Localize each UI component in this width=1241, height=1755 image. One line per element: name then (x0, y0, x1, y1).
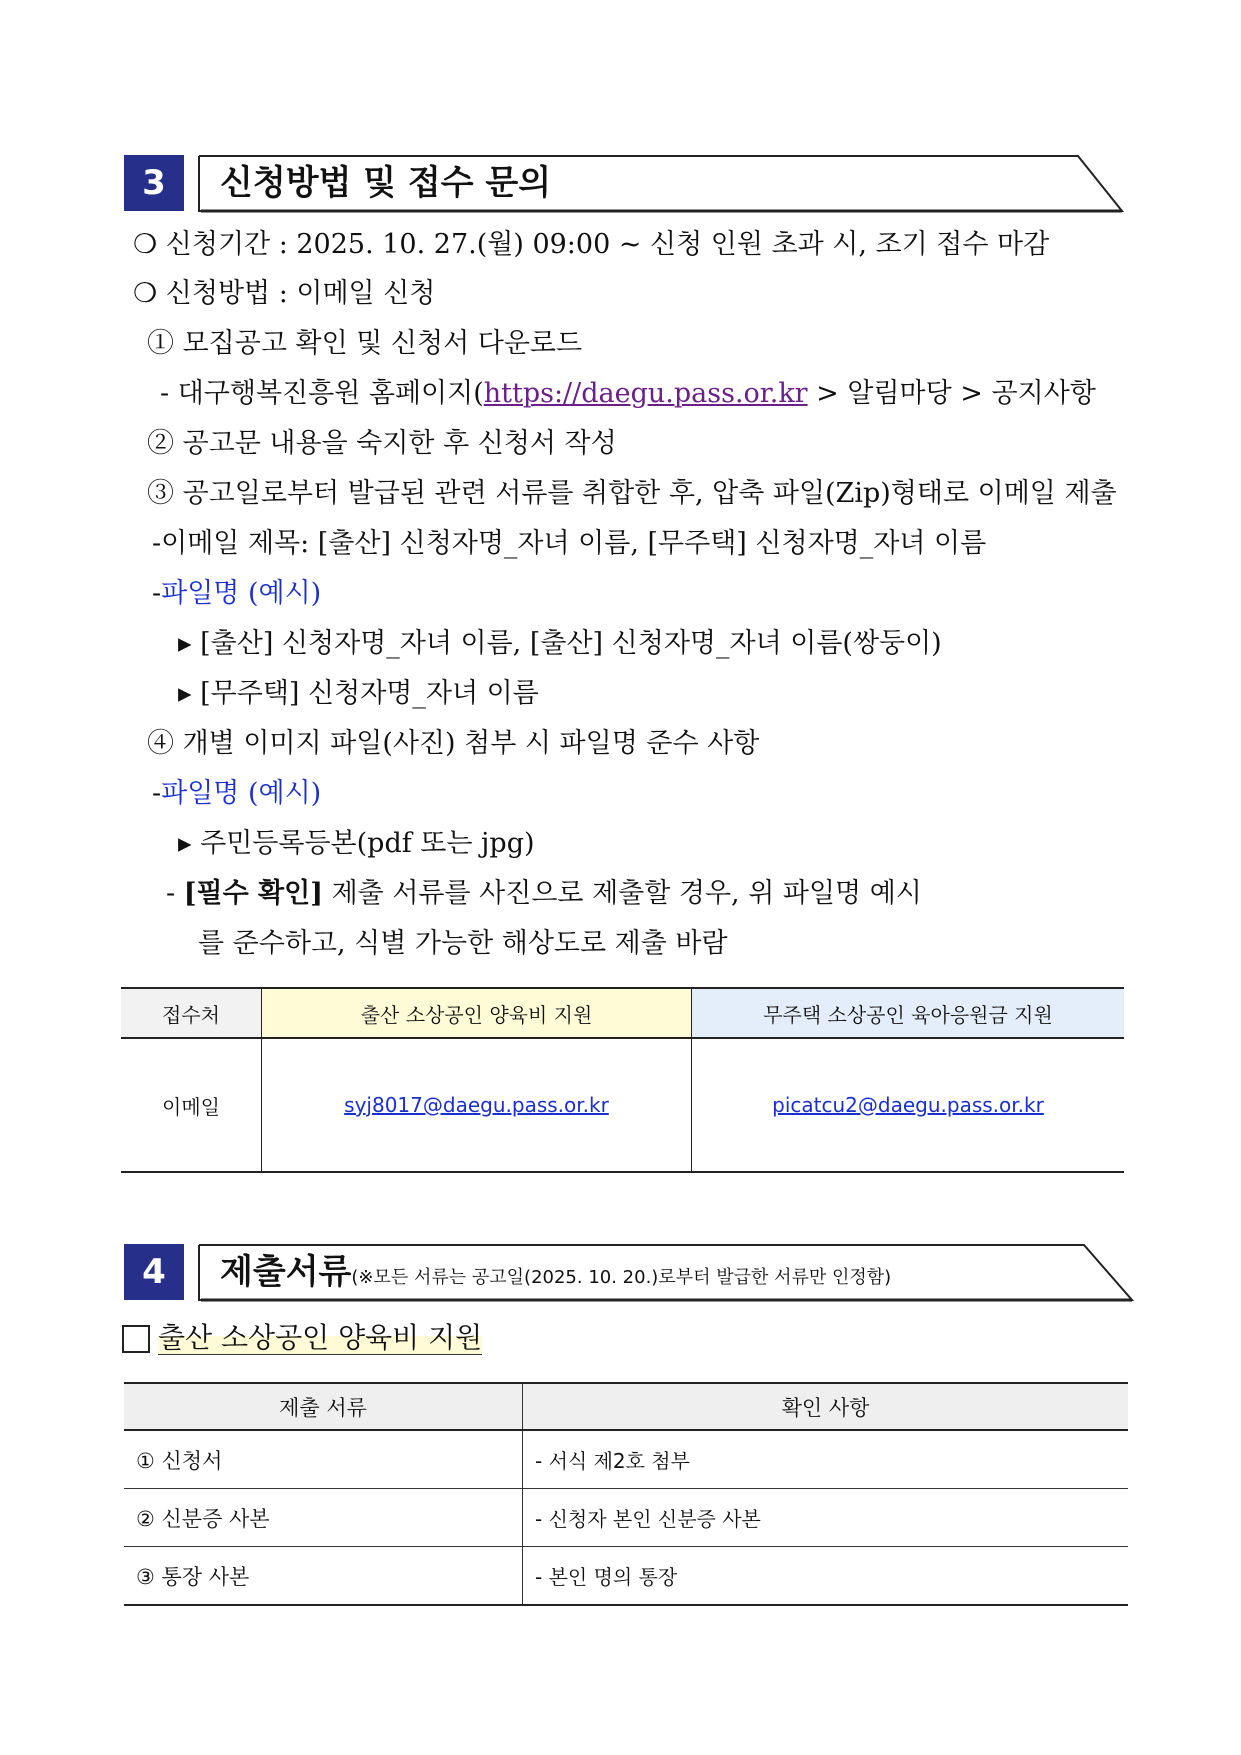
section-title: 신청방법 및 접수 문의 (220, 163, 552, 203)
section-number-badge: 3 (124, 155, 184, 211)
step-1-path (160, 376, 1096, 412)
apply-method: ❍ 신청방법 : 이메일 신청 (133, 278, 436, 309)
table-row (124, 1547, 1128, 1606)
step-1-path-prefix: - 대구행복진흥원 홈페이지( (160, 378, 484, 409)
required-text-1: 제출 서류를 사진으로 제출할 경우, 위 파일명 예시 (323, 878, 922, 909)
email-link-birth[interactable]: syj8017@daegu.pass.or.kr (344, 1093, 609, 1117)
header-documents: 제출 서류 (124, 1383, 523, 1430)
header-housing-support: 무주택 소상공인 육아응원금 지원 (692, 988, 1125, 1038)
step-4: ④ 개별 이미지 파일(사진) 첨부 시 파일명 준수 사항 (147, 728, 760, 759)
filename-example-2: ▸ [무주택] 신청자명_자녀 이름 (178, 678, 539, 709)
apply-period: ❍ 신청기간 : 2025. 10. 27.(월) 09:00 ~ 신청 인원 초과 시, 조기 접수 마감 (133, 229, 1050, 260)
contact-table (121, 987, 1124, 1173)
dash: - (152, 778, 162, 809)
email-cell-housing (692, 1038, 1125, 1172)
section-number-badge: 4 (124, 1244, 184, 1300)
filename-example-label-2: 파일명 (예시) (161, 778, 322, 809)
required-notice (166, 876, 922, 912)
contact-table-header (121, 988, 1124, 1038)
email-subject-rule: -이메일 제목: [출산] 신청자명_자녀 이름, [무주택] 신청자명_자녀 이름 (152, 528, 987, 559)
email-cell-birth (262, 1038, 692, 1172)
table-row (124, 1430, 1128, 1489)
checkbox-label (158, 1320, 482, 1356)
section-note: (※모든 서류는 공고일(2025. 10. 20.)로부터 발급한 서류만 인정함) (351, 1267, 892, 1288)
checkbox-label-text: 출산 소상공인 양육비 지원 (158, 1321, 483, 1354)
row-label-email: 이메일 (121, 1038, 262, 1172)
documents-table-header (124, 1383, 1128, 1430)
doc-check: - 서식 제2호 첨부 (523, 1430, 1129, 1489)
documents-table (124, 1382, 1128, 1606)
step-3: ③ 공고일로부터 발급된 관련 서류를 취합한 후, 압축 파일(Zip)형태로 이메일 제출 (147, 478, 1117, 509)
contact-table-row (121, 1038, 1124, 1172)
header-check-items: 확인 사항 (523, 1383, 1129, 1430)
step-2: ② 공고문 내용을 숙지한 후 신청서 작성 (147, 428, 617, 459)
section-title (220, 1244, 891, 1306)
checkbox-birth-support[interactable] (122, 1325, 150, 1353)
step-1-path-suffix: > 알림마당 > 공지사항 (807, 378, 1096, 409)
dash: - (152, 578, 162, 609)
doc-check: - 신청자 본인 신분증 사본 (523, 1489, 1129, 1547)
table-row (124, 1489, 1128, 1547)
section-title-text: 제출서류 (220, 1252, 352, 1292)
filename-example-1: ▸ [출산] 신청자명_자녀 이름, [출산] 신청자명_자녀 이름(쌍둥이) (178, 628, 942, 659)
doc-name: ① 신청서 (124, 1430, 523, 1489)
filename-example-heading-2 (152, 776, 321, 812)
header-reception: 접수처 (121, 988, 262, 1038)
doc-name: ③ 통장 사본 (124, 1547, 523, 1606)
homepage-link[interactable]: https://daegu.pass.or.kr (483, 378, 808, 409)
doc-name: ② 신분증 사본 (124, 1489, 523, 1547)
filename-example-3: ▸ 주민등록등본(pdf 또는 jpg) (178, 828, 535, 859)
doc-check: - 본인 명의 통장 (523, 1547, 1129, 1606)
required-notice-2: 를 준수하고, 식별 가능한 해상도로 제출 바람 (198, 928, 728, 959)
filename-example-label: 파일명 (예시) (161, 578, 322, 609)
header-birth-support: 출산 소상공인 양육비 지원 (262, 988, 692, 1038)
required-label: [필수 확인] (183, 878, 323, 909)
filename-example-heading (152, 576, 321, 612)
email-link-housing[interactable]: picatcu2@daegu.pass.or.kr (772, 1093, 1044, 1117)
step-1: ① 모집공고 확인 및 신청서 다운로드 (147, 328, 583, 359)
dash: - (166, 878, 184, 909)
